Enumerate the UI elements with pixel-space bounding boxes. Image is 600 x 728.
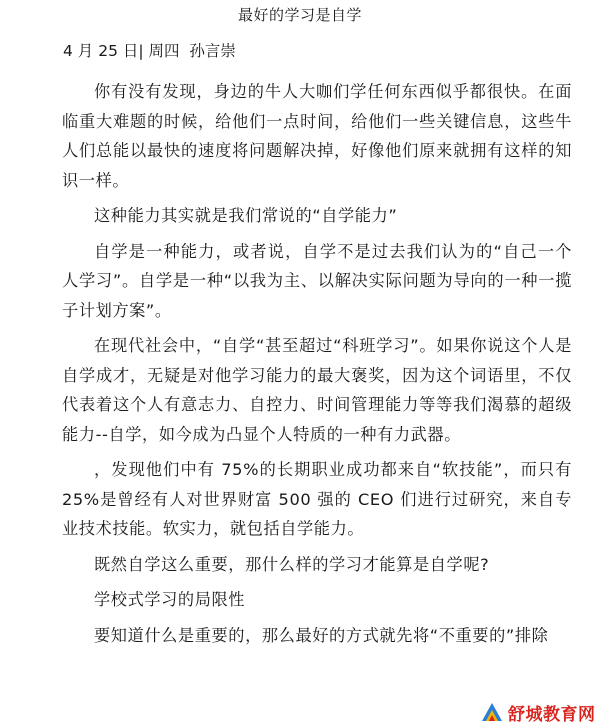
paragraph: 既然自学这么重要，那什么样的学习才能算是自学呢? <box>94 554 490 574</box>
watermark-logo-icon <box>480 700 504 724</box>
paragraph: 你有没有发现，身边的牛人大咖们学任何东西似乎都很快。在面临重大难题的时候，给他们一点时间，给他们一些关键信息，这些牛人们总能以最快的速度将问题解决掉，好像他们原来就拥有这样的知识一样。 <box>62 82 572 190</box>
paragraph: 在现代社会中，“自学“甚至超过“科班学习”。如果你说这个人是自学成才，无疑是对他学习能力的最大褒奖，因为这个词语里，不仅代表着这个人有意志力、自控力、时间管理能力等等我们渴慕的超级能力--自学，如今成为凸显个人特质的一种有力武器。 <box>62 336 572 444</box>
paragraph: 要知道什么是重要的，那么最好的方式就先将“不重要的”排除 <box>94 625 549 645</box>
watermark-text: 舒城教育网 <box>508 704 596 725</box>
paragraph: 自学是一种能力，或者说，自学不是过去我们认为的“自己一个人学习”。自学是一种“以我为主、以解决实际问题为导向的一种一揽子计划方案”。 <box>62 241 572 320</box>
document-title: 最好的学习是自学 <box>237 6 362 24</box>
paragraph: ，发现他们中有 75%的长期职业成功都来自“软技能”，而只有 25%是曾经有人对世界财富 500 强的 CEO 们进行过研究，来自专业技术技能。软实力，就包括自学能力。 <box>62 460 572 538</box>
document-meta: 4 月 25 日| 周四 孙言崇 <box>63 42 236 60</box>
paragraph: 这种能力其实就是我们常说的“自学能力” <box>94 206 398 225</box>
watermark <box>480 698 596 726</box>
paragraph: 学校式学习的局限性 <box>94 590 246 609</box>
document-body <box>62 77 572 656</box>
